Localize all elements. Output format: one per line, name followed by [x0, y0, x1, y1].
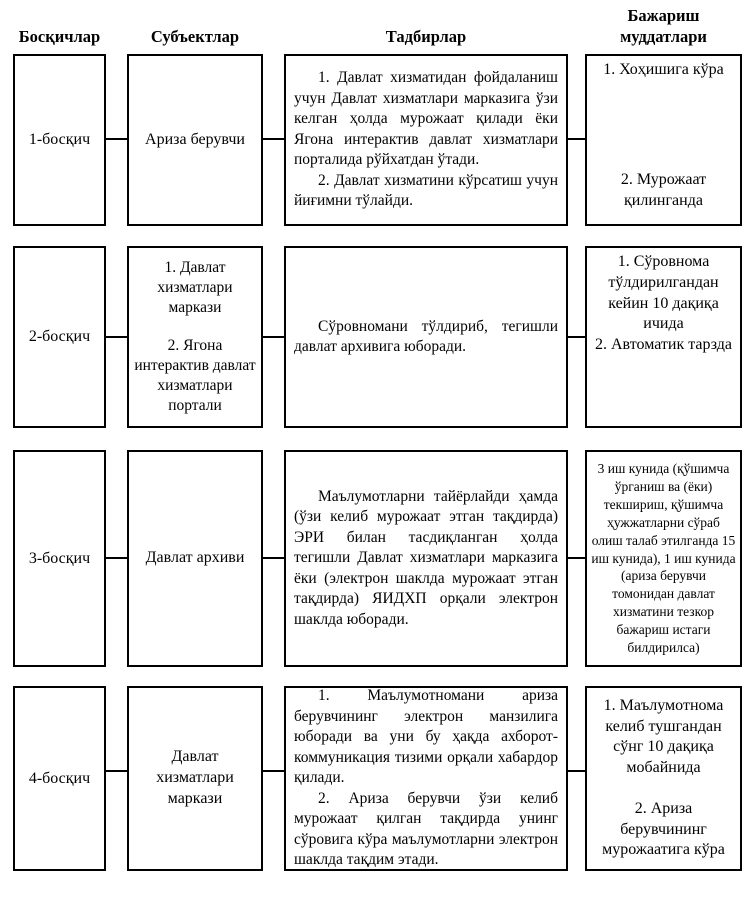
- stage-label: 1-босқич: [28, 131, 91, 148]
- connector-line: [105, 336, 128, 338]
- subject-item: Ариза берувчи: [145, 130, 245, 148]
- subject-item: 2. Ягона интерактив давлат хизматлари портали: [134, 336, 256, 415]
- stage-label: 3-босқич: [28, 549, 91, 567]
- deadline-item: 1. Хоҳишига кўра: [603, 61, 724, 78]
- deadlines-box-2: [585, 246, 742, 428]
- actions-box-2: [284, 246, 568, 428]
- connector-line: [262, 557, 285, 559]
- connector-line: [567, 138, 586, 140]
- action-item: Маълумотларни тайёрлайди ҳамда (ўзи келиб мурожаат этган тақдирда) ЭРИ билан тасдиқланган ҳолда тегишли Давлат хизматлари марказига ёки (электрон шаклда мурожаат этган тақдирда) ЯИДХП орқали электрон шаклда юборади.: [294, 487, 558, 628]
- deadlines-box-4: [585, 686, 742, 871]
- action-item: 2. Ариза берувчи ўзи келиб мурожаат қилган тақдирда унинг сўровига кўра маълумотларни электрон шаклда тақдим этади.: [294, 789, 558, 869]
- deadlines-box-3: [585, 450, 742, 667]
- deadlines-box-1: [585, 54, 742, 226]
- subject-item: Давлат архиви: [145, 549, 245, 567]
- connector-line: [262, 336, 285, 338]
- action-item: 2. Давлат хизматини кўрсатиш учун йиғимни тўлайди.: [294, 171, 558, 210]
- stage-label: 4-босқич: [28, 769, 91, 787]
- connector-line: [567, 557, 586, 559]
- actions-box-4: [284, 686, 568, 871]
- connector-line: [105, 557, 128, 559]
- connector-line: [105, 138, 128, 140]
- deadline-item: 1. Сўровнома тўлдирилгандан кейин 10 дақиқа ичида: [608, 253, 719, 333]
- action-item: Сўровномани тўлдириб, тегишли давлат архивига юборади.: [294, 317, 558, 355]
- actions-box-3: [284, 450, 568, 667]
- subject-box-3: [127, 450, 263, 667]
- subject-item: Давлат хизматлари маркази: [156, 748, 234, 807]
- action-item: 1. Маълумотномани ариза берувчининг электрон манзилига юборади ва уни бу ҳақда ахборот-коммуникация тизими орқали хабардор қилади.: [294, 687, 558, 787]
- column-header-subjects: Субъектлар: [150, 27, 240, 46]
- column-header-deadlines: Бажариш муддатлари: [620, 6, 707, 47]
- connector-line: [567, 336, 586, 338]
- deadline-item: 2. Ариза берувчининг мурожаатига кўра: [602, 799, 725, 859]
- stage-label: 2-босқич: [28, 328, 91, 345]
- column-header-measures: Тадбирлар: [385, 27, 467, 46]
- connector-line: [262, 770, 285, 772]
- stage-box-4: [13, 686, 106, 871]
- stage-box-2: [13, 246, 106, 428]
- deadline-item: 3 иш кунида (қўшимча ўрганиш ва (ёки) текшириш, қўшимча ҳужжатларни сўраб олиш талаб этилганда 15 иш кунида), 1 иш кунида (ариза берувчи томонидан давлат хизматини тезкор бажариш истаги билдирилса): [591, 460, 736, 656]
- subject-box-2: [127, 246, 263, 428]
- deadline-item: 1. Маълумотнома келиб тушгандан сўнг 10 дақиқа мобайнида: [603, 696, 724, 777]
- connector-line: [262, 138, 285, 140]
- actions-box-1: [284, 54, 568, 226]
- deadline-item: 2. Автоматик тарзда: [595, 336, 732, 354]
- connector-line: [567, 770, 586, 772]
- subject-box-4: [127, 686, 263, 871]
- subject-box-1: [127, 54, 263, 226]
- deadline-item: 2. Мурожаат қилинганда: [620, 171, 707, 210]
- connector-line: [105, 770, 128, 772]
- stage-box-1: [13, 54, 106, 226]
- stage-box-3: [13, 450, 106, 667]
- action-item: 1. Давлат хизматидан фойдаланиш учун Давлат хизматлари марказига ўзи келган ҳолда мурожаат қилади ёки Ягона интерактив давлат хизматлари порталида рўйхатдан ўтади.: [294, 69, 558, 169]
- column-header-stages: Босқичлар: [18, 27, 101, 46]
- subject-item: 1. Давлат хизматлари маркази: [157, 258, 233, 316]
